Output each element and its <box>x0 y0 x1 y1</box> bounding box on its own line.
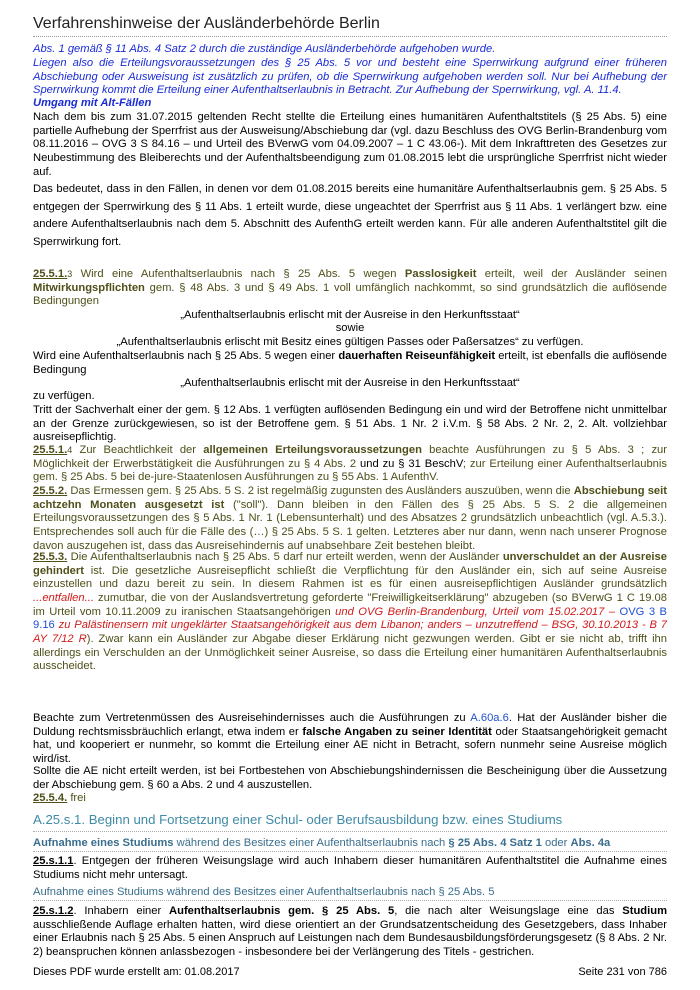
court-decision-link[interactable]: OVG 3 B 9.16 <box>33 605 667 632</box>
verfuegen-text: zu verfügen. <box>33 390 95 402</box>
para-subnumber: 4 <box>67 445 73 455</box>
footer-page-number: Seite 231 von 786 <box>578 966 667 978</box>
para-subnumber: 3 <box>67 269 73 279</box>
condition-quote-3: „Aufenthaltserlaubnis erlischt mit der Ausreise in den Herkunftsstaat“ <box>180 377 520 389</box>
reiseunfaehigkeit-paragraph: Wird eine Aufenthaltserlaubnis nach § 25 Abs. 5 wegen einer dauerhaften Reiseunfähigkeit erteilt, ist ebenfalls die auflösende Bedingung <box>33 350 667 376</box>
page-footer <box>33 966 667 979</box>
intro-blue-line: Abs. 1 gemäß § 11 Abs. 4 Satz 2 durch die zuständige Ausländerbehörde aufgehoben wurde. <box>33 43 496 55</box>
para-number: 25.5.1. <box>33 444 68 456</box>
para-number: 25.s.1.2 <box>33 905 74 917</box>
vertretenmuessen-paragraph: Beachte zum Vertretenmüssen des Ausreisehindernisses auch die Ausführungen zu A.60a.6. Hat der Ausländer bisher die Duldung rechtsmissbräuchlich erlangt, etwa indem er falsche Angaben zu seiner Identität oder Staatsangehörigkeit gemacht hat, und kooperiert er nunmehr, so kommt die Erteilung einer AE nicht in Betracht, sofern nunmehr seine Ausreise möglich wird/ist. <box>33 712 668 765</box>
footer-created-date: Dieses PDF wurde erstellt am: 01.08.2017 <box>33 966 240 978</box>
subheading-divider-2 <box>33 900 667 901</box>
para-number: 25.5.3. <box>33 551 68 563</box>
para-number: 25.s.1.1 <box>33 855 74 867</box>
para-25-5-1-4: 25.5.1.4 Zur Beachtlichkeit der allgemeinen Erteilungsvoraussetzungen beachte Ausführungen zu § 5 Abs. 3 ; zur Möglichkeit der Erwerbstätigkeit die Ausführungen zu § 4 Abs. 2 und zu § 31 BeschV; zur Erteilung einer Aufenthaltserlaubnis gem. § 25 Abs. 5 bei de-jure-Staatenlosen Ausführungen zu § 55 Abs. 1 AufenthV. <box>33 444 668 484</box>
bescheinigung-paragraph: Sollte die AE nicht erteilt werden, ist bei Fortbestehen von Abschiebungshindernissen die Bescheinigung über die Aussetzung der Abschiebung gem. § 60 a Abs. 2 und 4 auszustellen. <box>33 765 667 791</box>
para-number: 25.5.2. <box>33 485 68 497</box>
para-number: 25.5.1. <box>33 268 68 280</box>
para-25-s-1-2: 25.s.1.2. Inhabern einer Aufenthaltserlaubnis gem. § 25 Abs. 5, die nach alter Weisungslage eine das Studium ausschließende Auflage erhalten hatten, wird diese orientiert an der Grundsatzentscheidung des Gesetzgebers, dass Inhaber einer Erlaubnis nach § 25 Abs. 5 einen Anspruch auf Leistungen nach dem Bundesausbildungsförderungsgesetz (§ 8 Abs. 2 Nr. 2) beanspruchen können anlassbezogen - insbesondere bei der Verlängerung des Titels - gestrichen. <box>33 905 668 958</box>
alt-faelle-heading: Umgang mit Alt-Fällen <box>33 97 152 109</box>
title-divider <box>33 36 667 37</box>
para-25-5-3: 25.5.3. Die Aufenthaltserlaubnis nach § 25 Abs. 5 darf nur erteilt werden, wenn der Ausländer unverschuldet an der Ausreise gehindert ist. Die gesetzliche Ausreisepflicht schließt die Verpflichtung für den Ausländer ein, sich auf seine Ausreise einzustellen und dazu bereit zu sein. In diesem Rahmen ist es für einen ausreisepflichtigen Ausländer grundsätzlich ...entfallen... zumutbar, die von der Auslandsvertretung geforderte "Freiwilligkeitserklärung" abzugeben (so BVerwG 1 C 19.08 im Urteil vom 10.11.2009 zu iranischen Staatsangehörigen und OVG Berlin-Brandenburg, Urteil vom 15.02.2017 – OVG 3 B 9.16 zu Palästinensern mit ungeklärter Staatsangehörigkeit aus dem Libanon; anders – unzutreffend – BSG, 30.10.2013 - B 7 AY 7/12 R). Zwar kann ein Ausländer zur Abgabe dieser Erklärung nicht gezwungen werden. Gibt er sie nicht ab, trifft ihn allerdings ein Verschulden an der Unmöglichkeit seiner Ausreise, so dass die Erteilung einer humanitären Aufenthaltserlaubnis ausscheidet. <box>33 551 667 673</box>
section-divider <box>33 831 667 832</box>
para-number: 25.5.4. <box>33 792 68 804</box>
para-25-s-1-1: 25.s.1.1. Entgegen der früheren Weisungslage wird auch Inhabern dieser humanitären Aufenthaltstitel die Aufnahme eines Studiums nicht mehr untersagt. <box>33 855 667 881</box>
intro-blue-paragraph: Liegen also die Erteilungsvoraussetzungen des § 25 Abs. 5 vor und besteht eine Sperrwirkung aufgrund einer früheren Abschiebung oder Ausweisung ist zusätzlich zu prüfen, ob die Sperrwirkung aufgehoben werden soll. Nur bei Aufhebung der Sperrwirkung kommt die Erteilung einer Aufenthaltserlaubnis in Betracht. Zur Aufhebung der Sperrwirkung, vgl. A. 11.4. <box>33 57 667 97</box>
alt-faelle-paragraph-2: Das bedeutet, dass in den Fällen, in denen vor dem 01.08.2015 bereits eine humanitäre Aufenthaltserlaubnis gem. § 25 Abs. 5 entgegen der Sperrwirkung des § 11 Abs. 1 erteilt wurde, diese ungeachtet der Sperrfrist aus § 11 Abs. 1 verlängert bzw. eine andere Aufenthaltserlaubnis nach dem 5. Abschnitt des AufenthG erteilt werden kann. Für alle anderen Aufenthaltstitel gilt die Sperrwirkung fort. <box>33 183 667 249</box>
para-25-5-4: 25.5.4. frei <box>33 792 86 804</box>
subheading-divider <box>33 851 667 852</box>
condition-quote-1: „Aufenthaltserlaubnis erlischt mit der Ausreise in den Herkunftsstaat“ <box>180 309 520 321</box>
subheading-studium-abs5: Aufnahme eines Studiums während des Besitzes einer Aufenthaltserlaubnis nach § 25 Abs. 5 <box>33 886 495 898</box>
subheading-studium-abs4: Aufnahme eines Studiums während des Besitzes einer Aufenthaltserlaubnis nach § 25 Abs. 4 Satz 1 oder Abs. 4a <box>33 837 611 849</box>
section-heading: A.25.s.1. Beginn und Fortsetzung einer Schul- oder Berufsausbildung bzw. eines Studiums <box>33 812 563 827</box>
sowie-text: sowie <box>335 322 365 334</box>
page-title: Verfahrenshinweise der Ausländerbehörde Berlin <box>33 15 380 32</box>
para-25-5-2: 25.5.2. Das Ermessen gem. § 25 Abs. 5 S. 2 ist regelmäßig zugunsten des Ausländers auszuüben, wenn die Abschiebung seit achtzehn Monaten ausgesetzt ist ("soll"). Dann bleiben in den Fällen des § 25 Abs. 5 S. 2 die allgemeinen Erteilungsvoraussetzungen des § 5 Abs. 1 Nr. 1 (Lebensunterhalt) und des Absatzes 2 grundsätzlich unbeachtlich (vgl. A.5.3.). Entsprechendes soll auch für die Fälle des (…) § 25 Abs. 5 S. 1 gelten. Letzteres aber nur dann, wenn nach unserer Prognose davon auszugehen ist, dass das Ausreisehindernis auf unabsehbare Zeit bestehen bleibt. <box>33 485 667 552</box>
para-25-5-1-3: 25.5.1.3 Wird eine Aufenthaltserlaubnis nach § 25 Abs. 5 wegen Passlosigkeit erteilt, weil der Ausländer seinen Mitwirkungspflichten gem. § 48 Abs. 3 und § 49 Abs. 1 voll umfänglich nachkommt, so sind grundsätzlich die auflösende Bedingungen <box>33 268 667 308</box>
condition-quote-2: „Aufenthaltserlaubnis erlischt mit Besitz eines gültigen Passes oder Paßersatzes“ zu verfügen. <box>116 336 584 348</box>
alt-faelle-paragraph: Nach dem bis zum 31.07.2015 geltenden Recht stellte die Erteilung eines humanitären Aufenthaltstitels (§ 25 Abs. 5) eine partielle Aufhebung der Sperrfrist aus der Ausweisung/Abschiebung dar (vgl. dazu Beschluss des OVG Berlin-Brandenburg vom 08.11.2016 – OVG 3 S 84.16 – und Urteil des BVerwG vom 04.09.2007 – 1 C 43.06-). Mit dem Inkrafttreten des Gesetzes zur Neubestimmung des Bleiberechts und der Aufenthaltsbeendigung zum 01.08.2015 lebt die ursprüngliche Sperrfrist nicht wieder auf. <box>33 111 667 178</box>
a60a6-link[interactable]: A.60a.6 <box>470 712 509 724</box>
sachverhalt-paragraph: Tritt der Sachverhalt einer der gem. § 12 Abs. 1 verfügten auflösenden Bedingung ein und wird der Betroffene nicht unmittelbar an der Grenze zurückgewiesen, so ist der Betroffene gem. § 51 Abs. 1 Nr. 2 i.V.m. § 58 Abs. 2 Nr. 2, 2. Alt. vollziehbar ausreisepflichtig. <box>33 404 667 444</box>
